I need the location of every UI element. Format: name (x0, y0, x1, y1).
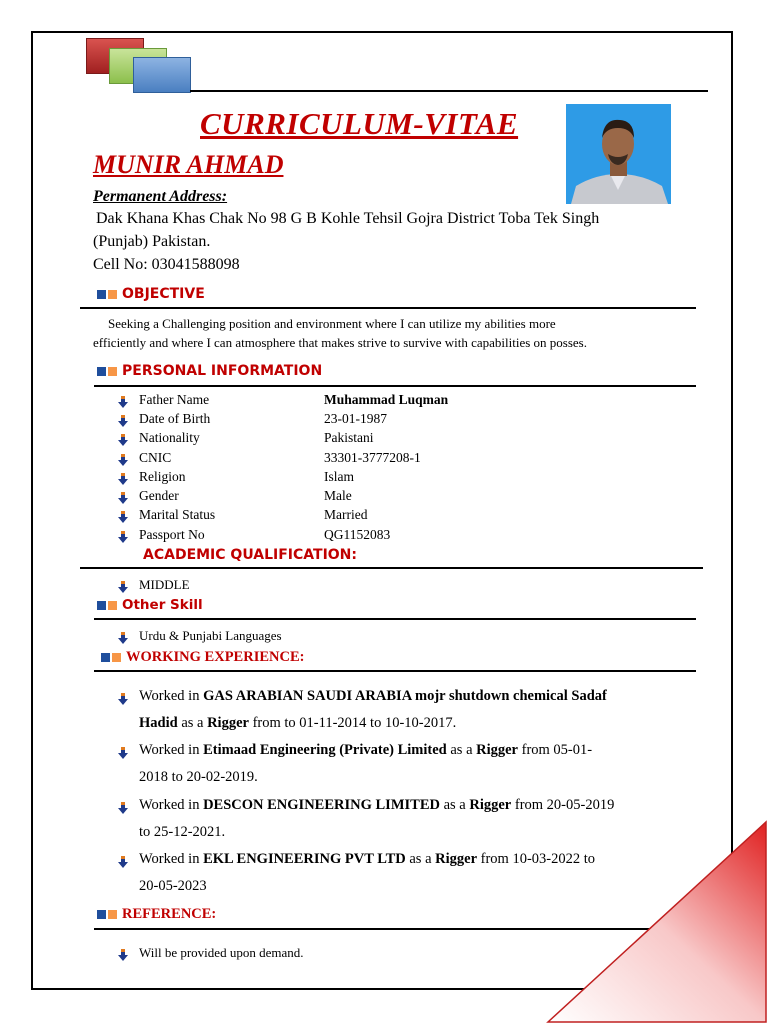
personal-field-value: Muhammad Luqman (324, 392, 449, 407)
personal-field-label: CNIC (139, 450, 172, 465)
arrow-bullet-icon (116, 528, 130, 546)
orange-square-icon (108, 290, 117, 299)
personal-field-label: Passport No (139, 527, 205, 542)
arrow-bullet-icon (116, 853, 130, 871)
section-title: Other Skill (122, 597, 203, 613)
personal-field-label: Religion (139, 469, 186, 484)
arrow-bullet-icon (116, 578, 130, 596)
arrow-bullet-icon (116, 946, 130, 964)
section-title: PERSONAL INFORMATION (122, 363, 323, 379)
personal-field-label: Date of Birth (139, 411, 211, 426)
personal-field-value: 23-01-1987 (324, 411, 387, 426)
blue-square-icon (97, 601, 106, 610)
personal-field-value: Pakistani (324, 430, 374, 445)
personal-field-value: Male (324, 488, 352, 503)
work-item-3: Worked in DESCON ENGINEERING LIMITED as a Rigger from 20-05-2019 to 25-12-2021. (139, 797, 615, 840)
personal-field-label: Nationality (139, 430, 200, 445)
address-line-1: Dak Khana Khas Chak No 98 G B Kohle Tehsil Gojra District Toba Tek Singh (96, 210, 600, 227)
academic-item: MIDDLE (139, 577, 190, 592)
address-label: Permanent Address: (93, 188, 228, 205)
work-heading (101, 649, 304, 666)
section-title: WORKING EXPERIENCE: (126, 649, 305, 665)
section-title: OBJECTIVE (122, 286, 205, 302)
work-item-4: Worked in EKL ENGINEERING PVT LTD as a Rigger from 10-03-2022 to 20-05-2023 (139, 851, 596, 894)
skill-rule (94, 618, 696, 620)
address-line-2: (Punjab) Pakistan. (93, 233, 211, 250)
personal-field-label: Father Name (139, 392, 210, 407)
arrow-bullet-icon (116, 412, 130, 430)
objective-rule (80, 307, 696, 309)
section-title: REFERENCE: (122, 906, 217, 922)
arrow-bullet-icon (116, 744, 130, 762)
work-item-2: Worked in Etimaad Engineering (Private) Limited as a Rigger from 05-01- 2018 to 20-02-2019. (139, 742, 593, 785)
personal-heading (97, 363, 322, 379)
orange-square-icon (112, 653, 121, 662)
arrow-bullet-icon (116, 431, 130, 449)
candidate-name: MUNIR AHMAD (93, 150, 284, 179)
skill-item: Urdu & Punjabi Languages (139, 628, 282, 643)
personal-rule (94, 385, 696, 387)
corner-decoration (540, 818, 768, 1024)
arrow-bullet-icon (116, 451, 130, 469)
personal-field-label: Marital Status (139, 507, 216, 522)
objective-text-1: Seeking a Challenging position and environment where I can utilize my abilities more (108, 316, 556, 331)
objective-text-2: efficiently and where I can atmosphere that makes strive to survive with capabilities on posses. (93, 335, 587, 350)
blue-square-icon (101, 653, 110, 662)
personal-field-label: Gender (139, 488, 179, 503)
arrow-bullet-icon (116, 799, 130, 817)
cell-number: Cell No: 03041588098 (93, 256, 240, 273)
arrow-bullet-icon (116, 470, 130, 488)
arrow-bullet-icon (116, 508, 130, 526)
profile-photo (566, 104, 671, 204)
work-rule (94, 670, 696, 672)
personal-field-value: Married (324, 507, 368, 522)
blue-square-icon (97, 910, 106, 919)
arrow-bullet-icon (116, 393, 130, 411)
arrow-bullet-icon (116, 690, 130, 708)
work-item-1: Worked in GAS ARABIAN SAUDI ARABIA mojr shutdown chemical Sadaf Hadid as a Rigger from to 01-11-2014 to 10-10-2017. (139, 688, 607, 731)
orange-square-icon (108, 367, 117, 376)
academic-heading: ACADEMIC QUALIFICATION: (143, 547, 357, 563)
personal-field-value: 33301-3777208-1 (324, 450, 421, 465)
arrow-bullet-icon (116, 629, 130, 647)
cv-title: CURRICULUM-VITAE (200, 106, 519, 141)
orange-square-icon (108, 601, 117, 610)
arrow-bullet-icon (116, 489, 130, 507)
blue-square-icon (97, 290, 106, 299)
skill-heading (97, 597, 203, 613)
personal-field-value: QG1152083 (324, 527, 391, 542)
personal-field-value: Islam (324, 469, 354, 484)
reference-item: Will be provided upon demand. (139, 945, 304, 960)
reference-heading (97, 906, 216, 923)
objective-heading (97, 286, 205, 302)
orange-square-icon (108, 910, 117, 919)
top-divider (190, 90, 708, 92)
blue-square-icon (97, 367, 106, 376)
academic-rule (80, 567, 703, 569)
